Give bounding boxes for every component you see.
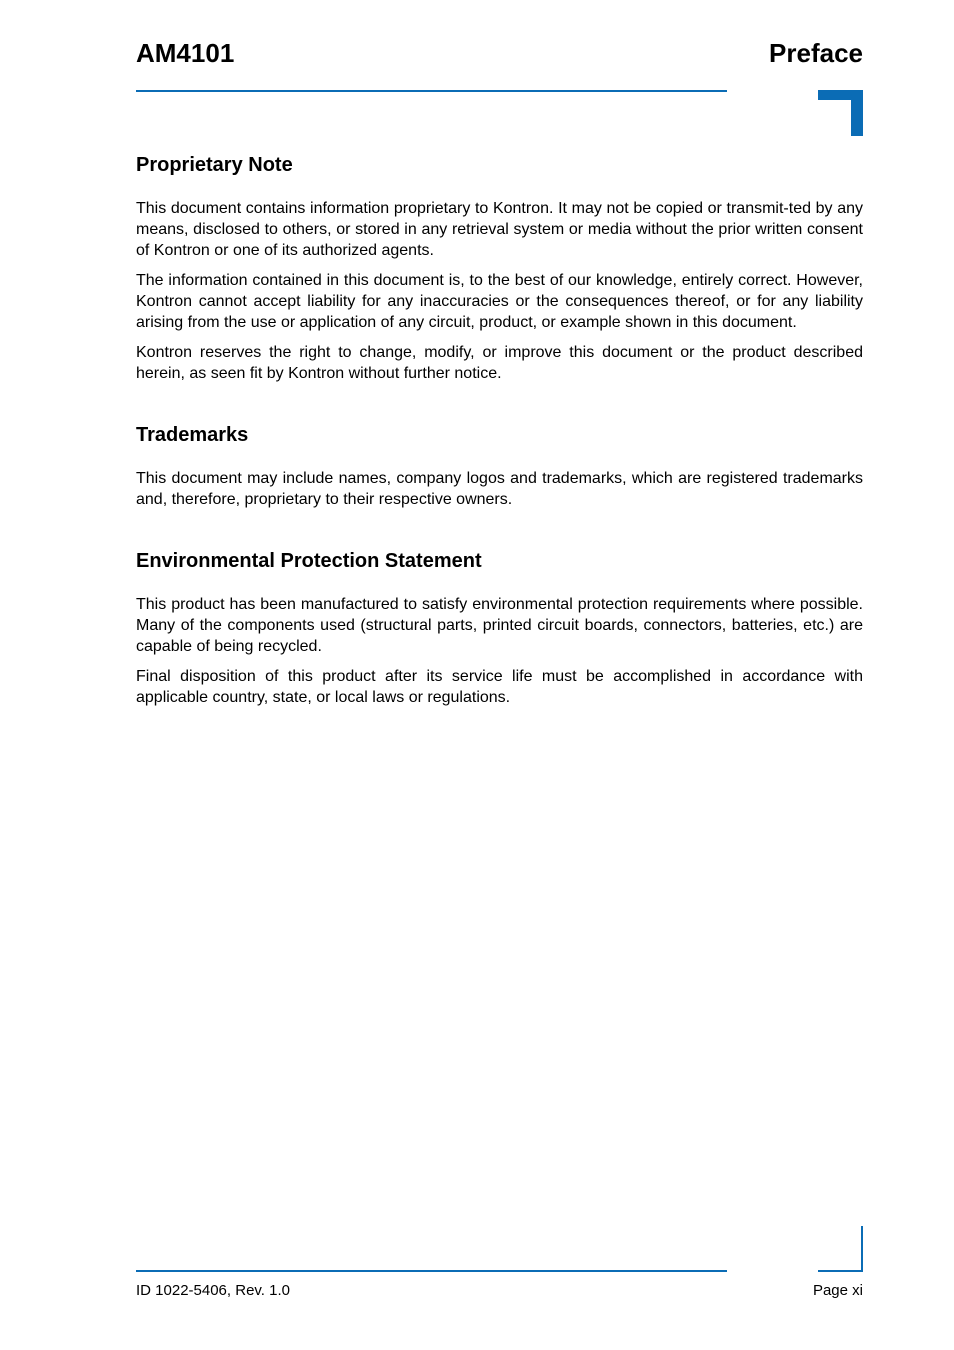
page-content (136, 150, 863, 717)
corner-mark-bottom-vertical (861, 1226, 863, 1272)
chapter-title: Preface (769, 38, 863, 68)
section-proprietary-note (136, 150, 863, 384)
section-heading: Trademarks (136, 424, 249, 446)
section-trademarks (136, 420, 863, 510)
document-id: ID 1022-5406, Rev. 1.0 (136, 1282, 290, 1299)
paragraph: This product has been manufactured to satisfy environmental protection requirements where possible. Many of the components used (structural parts, printed circuit boards, connectors, batteries, etc.) are capable of being recycled. (136, 596, 863, 655)
section-heading: Proprietary Note (136, 154, 293, 176)
section-environmental-protection (136, 546, 863, 708)
paragraph: Final disposition of this product after its service life must be accomplished in accordance with applicable country, state, or local laws or regulations. (136, 668, 863, 706)
section-heading: Environmental Protection Statement (136, 550, 482, 572)
header-divider (136, 90, 727, 92)
corner-mark-bottom (818, 1270, 863, 1272)
paragraph: The information contained in this document is, to the best of our knowledge, entirely correct. However, Kontron cannot accept liability for any inaccuracies or the consequences thereof, or for any liability arising from the use or application of any circuit, product, or example shown in this document. (136, 272, 863, 331)
footer-divider (136, 1270, 727, 1272)
paragraph: Kontron reserves the right to change, modify, or improve this document or the product described herein, as seen fit by Kontron without further notice. (136, 344, 863, 382)
paragraph: This document contains information proprietary to Kontron. It may not be copied or transmit-ted by any means, disclosed to others, or stored in any retrieval system or media without the prior written consent of Kontron or one of its authorized agents. (136, 200, 863, 259)
page-number: Page xi (812, 1282, 863, 1299)
document-title: AM4101 (136, 38, 235, 68)
paragraph: This document may include names, company logos and trademarks, which are registered trademarks and, therefore, proprietary to their respective owners. (136, 470, 863, 508)
corner-mark-top-vertical (851, 90, 863, 136)
